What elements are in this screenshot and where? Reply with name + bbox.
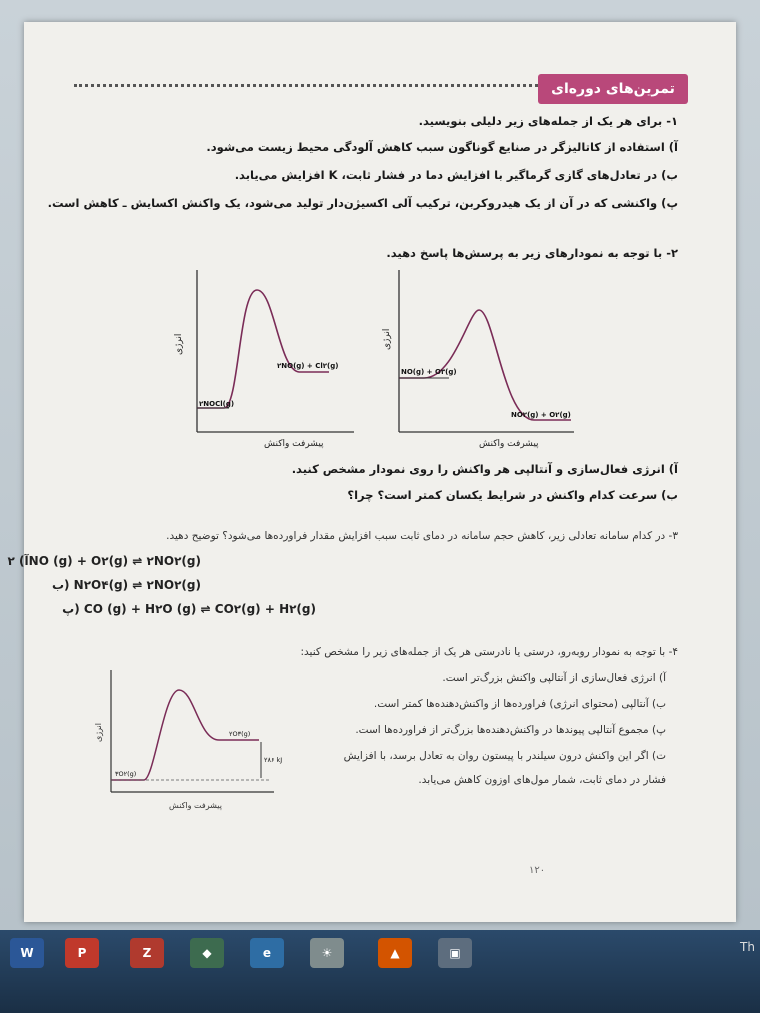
dotted-rule xyxy=(74,84,556,87)
q3-eq1: آ) ۲NO (g) + O۲(g) ⇌ ۲NO۲(g) xyxy=(7,554,201,568)
q4-c: پ) مجموع آنتالپی پیوندها در واکنش‌دهنده‌ها بزرگ‌تر از فراورده‌ها است. xyxy=(355,724,666,736)
q4-reactant: ۳O۲(g) xyxy=(115,770,137,778)
q3-eq2: ب) N۲O۴(g) ⇌ ۲NO۲(g) xyxy=(51,578,201,592)
q2-title: ۲- با توجه به نمودارهای زیر به پرسش‌ها پاسخ دهید. xyxy=(386,246,678,260)
q2-a: آ) انرژی فعال‌سازی و آنتالپی هر واکنش را روی نمودار مشخص کنید. xyxy=(291,462,678,476)
active-taskbar-button[interactable]: ☀ xyxy=(310,938,344,968)
q4-enthalpy: ۲۸۶ kJ xyxy=(264,756,283,764)
q3-eq3: پ) CO (g) + H۲O (g) ⇌ CO۲(g) + H۲(g) xyxy=(62,602,316,616)
section-heading: تمرین‌های دوره‌ای xyxy=(538,74,688,104)
q2-left-ylabel: انرژی xyxy=(174,333,184,355)
q1-a: آ) استفاده از کاتالیزگر در صنایع گوناگون سبب کاهش آلودگی محیط زیست می‌شود. xyxy=(206,140,678,154)
q1-b: ب) در تعادل‌های گازی گرماگیر با افزایش دما در فشار ثابت، K افزایش می‌یابد. xyxy=(234,168,678,182)
q2-b: ب) سرعت کدام واکنش در شرایط یکسان کمتر است؟ چرا؟ xyxy=(347,488,678,502)
q1-c: پ) واکنشی که در آن از یک هیدروکربن، ترکیب آلی اکسیژن‌دار تولید می‌شود، یک واکنش اکسایش ـ کاهش است. xyxy=(47,196,678,210)
q2-right-ylabel: انرژی xyxy=(382,328,392,350)
q2-left-reactant: ۲NOCl(g) xyxy=(199,400,235,408)
q3-title: ۳- در کدام سامانه تعادلی زیر، کاهش حجم سامانه در دمای ثابت سبب افزایش مقدار فراورده‌ها می‌شود؟ توضیح دهید. xyxy=(166,530,678,542)
word-taskbar-button[interactable]: W xyxy=(10,938,44,968)
q1-title: ۱- برای هر یک از جمله‌های زیر دلیلی بنویسید. xyxy=(418,114,678,128)
q2-left-xlabel: پیشرفت واکنش xyxy=(264,439,324,449)
q2-right-xlabel: پیشرفت واکنش xyxy=(479,439,539,449)
page-number: ۱۲۰ xyxy=(529,865,546,876)
q4-b: ب) آنتالپی (محتوای انرژی) فراورده‌ها از واکنش‌دهنده‌ها کمتر است. xyxy=(373,698,666,710)
q2-chart-right xyxy=(379,260,579,450)
q4-d1: ت) اگر این واکنش درون سیلندر با پیستون روان به تعادل برسد، با افزایش xyxy=(343,750,666,762)
q4-xlabel: پیشرفت واکنش xyxy=(169,801,222,810)
powerpoint-taskbar-button[interactable]: P xyxy=(65,938,99,968)
internet-explorer-taskbar-button[interactable]: e xyxy=(250,938,284,968)
q4-a: آ) انرژی فعال‌سازی از آنتالپی واکنش بزرگ‌تر است. xyxy=(442,672,666,684)
q2-right-reactant: NO(g) + O۳(g) xyxy=(401,368,457,376)
textbook-page xyxy=(7,22,736,922)
q4-d2: فشار در دمای ثابت، شمار مول‌های اوزون کاهش می‌یابد. xyxy=(418,774,666,786)
q2-chart-left xyxy=(169,260,359,450)
q4-title: ۴- با توجه به نمودار روبه‌رو، درستی یا نادرستی هر یک از جمله‌های زیر را مشخص کنید: xyxy=(300,646,678,658)
taskbar-clock: Th xyxy=(740,940,755,954)
app-taskbar-button[interactable]: ◆ xyxy=(190,938,224,968)
archive-taskbar-button[interactable]: Z xyxy=(130,938,164,968)
q4-chart xyxy=(89,662,284,822)
taskbar xyxy=(0,930,760,1013)
q4-ylabel: انرژی xyxy=(94,723,103,742)
image-viewer-taskbar-button[interactable]: ▣ xyxy=(438,938,472,968)
vlc-taskbar-button[interactable]: ▲ xyxy=(378,938,412,968)
q2-right-product: NO۲(g) + O۲(g) xyxy=(511,411,571,419)
q4-product: ۲O۳(g) xyxy=(229,730,251,738)
q2-left-product: ۲NO(g) + Cl۲(g) xyxy=(277,362,339,370)
